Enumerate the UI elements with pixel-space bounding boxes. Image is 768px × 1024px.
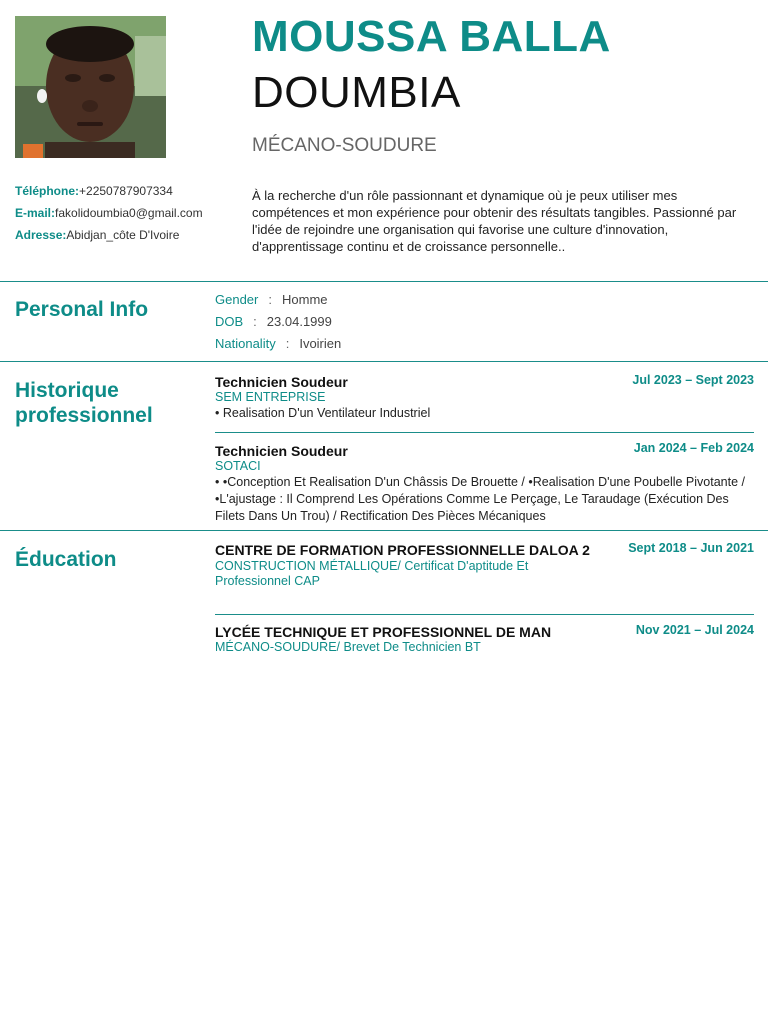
person-portrait-icon [15,16,166,158]
job-dates: Jul 2023 – Sept 2023 [632,373,754,387]
job-role: Technicien Soudeur [215,374,348,390]
info-row-gender [215,292,328,307]
entry-divider [215,614,754,615]
education-heading: Éducation [15,548,117,571]
education-entry [215,624,754,655]
email-value[interactable]: fakolidoumbia0@gmail.com [55,206,203,220]
info-key: DOB [215,314,244,329]
info-key: Gender [215,292,259,307]
school-name: LYCÉE TECHNIQUE ET PROFESSIONNEL DE MAN [215,624,552,640]
section-divider [0,530,768,531]
personal-info-heading: Personal Info [15,298,149,321]
experience-entry [215,374,754,422]
education-entry [215,542,754,589]
education-dates: Sept 2018 – Jun 2021 [628,541,754,555]
info-row-dob [215,314,332,329]
program-name: CONSTRUCTION MÉTALLIQUE/ Certificat D'aptitude Et Professionnel CAP [215,559,529,588]
contact-block [15,180,203,246]
job-dates: Jan 2024 – Feb 2024 [633,441,754,455]
contact-email [15,202,203,224]
experience-entry [215,443,754,525]
info-separator: : [285,336,290,351]
info-value: Ivoirien [299,336,342,351]
contact-phone [15,180,203,202]
job-description: • Realisation D'un Ventilateur Industriel [215,406,431,420]
contact-address [15,224,203,246]
first-name: MOUSSA BALLA [252,12,611,61]
address-value: Abidjan_côte D'Ivoire [66,228,180,242]
info-value: 23.04.1999 [266,314,332,329]
info-row-nationality [215,336,341,351]
education-dates: Nov 2021 – Jul 2024 [635,623,754,637]
company-name: SOTACI [215,459,261,473]
job-role: Technicien Soudeur [215,443,348,459]
profile-photo [15,16,166,158]
program-name: MÉCANO-SOUDURE/ Brevet De Technicien BT [215,640,481,654]
info-key: Nationality [215,336,276,351]
entry-divider [215,432,754,433]
company-name: SEM ENTREPRISE [215,390,326,404]
info-value: Homme [282,292,328,307]
email-label: E-mail: [15,206,56,220]
experience-heading: Historique professionnel [15,379,153,427]
info-separator: : [253,314,257,329]
profile-summary: À la recherche d'un rôle passionnant et dynamique où je peux utiliser mes compétences et mon expérience pour obtenir des résultats tangibles. Passionné par l'idée de rejoindre une organisation qui favorise une culture d'innovation, d'apprentissage continu et de croissance personnelle.. [252,188,737,254]
section-divider [0,281,768,282]
phone-label: Téléphone: [15,184,80,198]
last-name: DOUMBIA [252,68,461,117]
address-label: Adresse: [15,228,67,242]
phone-value: +2250787907334 [79,184,173,198]
job-title: MÉCANO-SOUDURE [252,135,437,156]
job-description: • •Conception Et Realisation D'un Châssis De Brouette / •Realisation D'une Poubelle Pivotante / •L'ajustage : Il Comprend Les Opérations Comme Le Perçage, Le Taraudage (Exécution Des Filets Dans Un Trou) / Rectification Des Pièces Mécaniques [215,475,745,523]
info-separator: : [268,292,272,307]
section-divider [0,361,768,362]
school-name: CENTRE DE FORMATION PROFESSIONNELLE DALOA 2 [215,542,590,558]
